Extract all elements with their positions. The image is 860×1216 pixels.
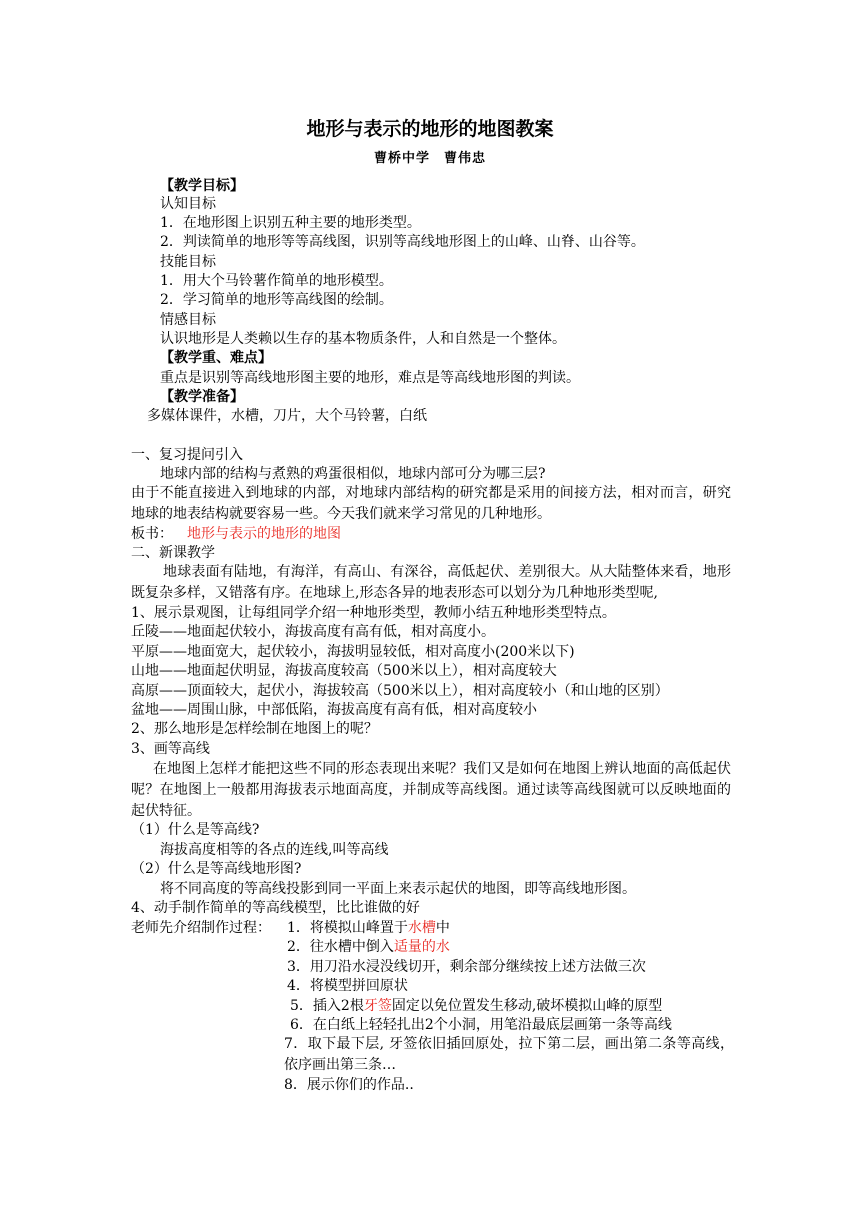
answer-1: 海拔高度相等的各点的连线,叫等高线 [160, 842, 389, 858]
section-2-item-1: 1、展示景观图，让每组同学介绍一种地形类型，教师小结五种地形类型特点。 [131, 605, 616, 621]
procedure-step-1 [287, 918, 450, 938]
step-1-highlight: 水槽 [407, 920, 436, 936]
cognitive-item-1: 1．在地形图上识别五种主要的地形类型。 [160, 215, 421, 231]
cognitive-heading: 认知目标 [160, 196, 216, 212]
procedure-step-6: 6．在白纸上轻轻扎出2个小洞，用笔沿最底层画第一条等高线 [290, 1017, 672, 1033]
emotion-heading: 情感目标 [160, 312, 216, 328]
procedure-step-5 [290, 996, 662, 1016]
step-2-highlight: 适量的水 [393, 939, 450, 955]
answer-2: 将不同高度的等高线投影到同一平面上来表示起伏的地图，即等高线地形图。 [160, 881, 636, 897]
procedure-step-2 [287, 937, 450, 957]
board-label: 板书： [131, 526, 173, 542]
landform-plain: 平原——地面宽大，起伏较小，海拔明显较低，相对高度小(200米以下) [131, 644, 575, 660]
prep-text: 多媒体课件，水槽，刀片，大个马铃薯，白纸 [147, 408, 427, 424]
procedure-step-8: 8．展示你们的作品.. [284, 1077, 414, 1093]
document-title: 地形与表示的地形的地图教案 [306, 118, 554, 140]
skill-heading: 技能目标 [160, 254, 216, 270]
skill-item-2: 2．学习简单的地形等高线图的绘制。 [160, 292, 393, 308]
board-text: 地形与表示的地形的地图 [187, 526, 341, 542]
board-line [131, 524, 341, 544]
section-1-heading: 一、复习提问引入 [131, 447, 243, 463]
cognitive-item-2: 2．判读简单的地形等等高线图，识别等高线地形图上的山峰、山脊、山谷等。 [160, 234, 645, 250]
prep-heading: 【教学准备】 [160, 389, 244, 405]
procedure-label: 老师先介绍制作过程： [131, 920, 271, 936]
step-5-highlight: 牙签 [363, 998, 392, 1014]
landform-mountain: 山地——地面起伏明显，海拔高度较高（500米以上），相对高度较大 [131, 663, 557, 679]
section-2-paragraph-3: 在地图上怎样才能把这些不同的形态表现出来呢？我们又是如何在地图上辨认地面的高低起伏呢？在地图上一般都用海拔表示地面高度，并制成等高线图。通过读等高线图就可以反映地面的起伏特征。 [131, 761, 731, 819]
step-5-text-b: 固定以免位置发生移动,破坏模拟山峰的原型 [391, 998, 663, 1014]
section-1-paragraph: 由于不能直接进入到地球的内部，对地球内部结构的研究都是采用的间接方法，相对而言，研究地球的地表结构就要容易一些。今天我们就来学习常见的几种地形。 [131, 485, 731, 522]
section-1-question: 地球内部的结构与煮熟的鸡蛋很相似，地球内部可分为哪三层? [160, 466, 546, 482]
section-2-item-4: 4、动手制作简单的等高线模型，比比谁做的好 [131, 900, 420, 916]
section-2-heading: 二、新课教学 [131, 545, 215, 561]
landform-plateau: 高原——顶面较大，起伏小，海拔较高（500米以上），相对高度较小（和山地的区别） [131, 683, 669, 699]
emotion-item-1: 认识地形是人类赖以生存的基本物质条件，人和自然是一个整体。 [160, 331, 566, 347]
step-1-text-b: 中 [435, 920, 450, 936]
question-1: （1）什么是等高线? [131, 822, 260, 838]
question-2: （2）什么是等高线地形图? [131, 861, 302, 877]
section-2-paragraph-1: 地球表面有陆地，有海洋，有高山、有深谷，高低起伏、差别很大。从大陆整体来看，地形既复杂多样，又错落有序。在地球上,形态各异的地表形态可以划分为几种地形类型呢, [131, 564, 731, 601]
section-2-item-2: 2、那么地形是怎样绘制在地图上的呢？ [131, 721, 378, 737]
goals-heading: 【教学目标】 [160, 178, 244, 194]
procedure-step-7: 7．取下最下层, 牙签依旧插回原处，拉下第二层，画出第二条等高线，依序画出第三条… [284, 1036, 734, 1073]
step-2-text-a: 2．往水槽中倒入 [287, 939, 394, 955]
procedure-step-3: 3．用刀沿水浸没线切开，剩余部分继续按上述方法做三次 [287, 959, 646, 975]
procedure-step-4: 4．将模型拼回原状 [287, 978, 408, 994]
key-heading: 【教学重、难点】 [160, 350, 272, 366]
section-2-item-3: 3、画等高线 [131, 741, 210, 757]
step-1-text-a: 1．将模拟山峰置于 [287, 920, 408, 936]
landform-basin: 盆地——周围山脉，中部低陷，海拔高度有高有低，相对高度较小 [131, 702, 537, 718]
step-5-text-a: 5．插入2根 [290, 998, 364, 1014]
key-text: 重点是识别等高线地形图主要的地形，难点是等高线地形图的判读。 [160, 370, 580, 386]
landform-hills: 丘陵——地面起伏较小，海拔高度有高有低，相对高度小。 [131, 624, 495, 640]
author-line: 曹桥中学 曹伟忠 [373, 151, 486, 166]
skill-item-1: 1．用大个马铃薯作简单的地形模型。 [160, 273, 393, 289]
